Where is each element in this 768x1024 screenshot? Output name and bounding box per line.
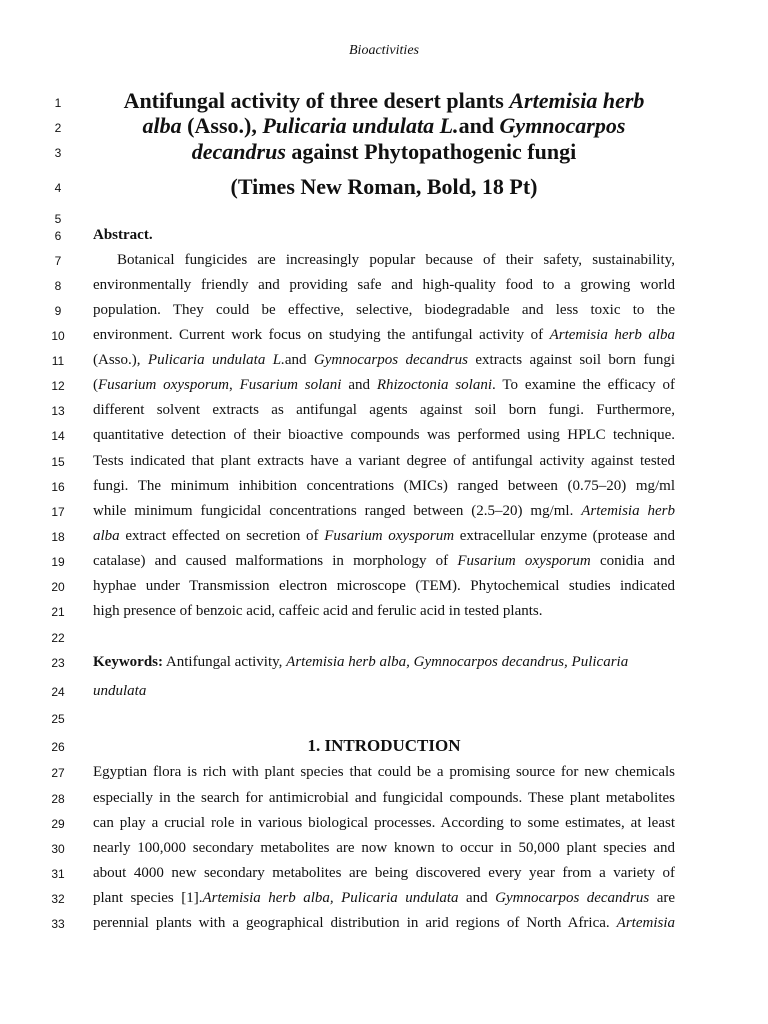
keywords-line	[93, 654, 675, 671]
line-number: 2	[54, 121, 62, 135]
text-run: conidia and	[590, 553, 675, 569]
abstract-line: Tests indicated that plant extracts have a variant degree of antifungal activity against tested	[93, 453, 675, 469]
text-run: (	[93, 377, 98, 393]
abstract-line: hyphae under Transmission electron microscope (TEM). Phytochemical studies indicated	[93, 578, 675, 594]
title-line	[93, 139, 675, 165]
abstract-line	[93, 377, 675, 394]
title-species: decandrus	[191, 139, 286, 164]
title-species: Pulicaria undulata L.	[262, 113, 459, 138]
line-number: 25	[51, 712, 65, 726]
title-species: alba	[142, 113, 182, 138]
species-name: Fusarium oxysporum	[98, 377, 230, 393]
title-text: and	[458, 113, 500, 138]
text-run: extracts against soil born fungi	[467, 352, 675, 368]
text-run: extract effected on secretion of	[119, 528, 325, 544]
body-line: about 4000 new secondary metabolites are being discovered every year from a variety of	[93, 865, 675, 881]
text-run: and	[284, 352, 314, 368]
abstract-line	[93, 528, 675, 545]
abstract-line: quantitative detection of their bioactive compounds was performed using HPLC technique.	[93, 427, 675, 443]
abstract-line: different solvent extracts as antifungal agents against soil born fungi. Furthermore,	[93, 402, 675, 418]
title-font-note: (Times New Roman, Bold, 18 Pt)	[230, 174, 538, 199]
line-number: 24	[51, 685, 65, 699]
abstract-line: high presence of benzoic acid, caffeic acid and ferulic acid in tested plants.	[93, 603, 543, 619]
line-number: 11	[51, 354, 65, 368]
line-number: 19	[51, 555, 65, 569]
line-number: 3	[54, 146, 62, 160]
line-number: 18	[51, 530, 65, 544]
line-number: 7	[54, 254, 62, 268]
species-name: Artemisia	[616, 915, 675, 931]
abstract-line	[93, 352, 675, 369]
line-number: 9	[54, 304, 62, 318]
line-number: 27	[51, 766, 65, 780]
text-run: (Asso.),	[93, 352, 148, 368]
body-line: nearly 100,000 secondary metabolites are now known to occur in 50,000 plant species and	[93, 840, 675, 856]
text-run: and	[458, 890, 496, 906]
text-run: ,	[229, 377, 240, 393]
species-name: Gymnocarpos decandrus	[313, 352, 468, 368]
title-text: against Phytopathogenic fungi	[285, 139, 577, 164]
line-number: 23	[51, 656, 65, 670]
line-number: 13	[51, 404, 65, 418]
line-number: 4	[54, 181, 62, 195]
abstract-line: environmentally friendly and providing safe and high-quality food to a growing world	[93, 277, 675, 293]
body-line	[93, 915, 675, 932]
section-heading: 1. INTRODUCTION	[307, 736, 461, 755]
line-number: 8	[54, 279, 62, 293]
species-name: Fusarium oxysporum	[457, 553, 591, 569]
text-run: catalase) and caused malformations in morphology of	[93, 553, 458, 569]
species-name: Pulicaria undulata	[341, 890, 459, 906]
species-name: Artemisia herb alba	[549, 327, 675, 343]
body-line	[93, 890, 675, 907]
body-line: Egyptian flora is rich with plant species that could be a promising source for new chemicals	[93, 764, 675, 780]
abstract-line: Botanical fungicides are increasingly popular because of their safety, sustainability,	[117, 252, 675, 268]
text-run: while minimum fungicidal concentrations ranged between (2.5–20) mg/ml.	[93, 503, 582, 519]
line-number: 1	[54, 96, 62, 110]
species-name: Artemisia herb alba	[202, 890, 330, 906]
title-text: Antifungal activity of three desert plants	[123, 88, 510, 113]
line-number: 22	[51, 631, 65, 645]
keywords-line: undulata	[93, 683, 147, 699]
text-run: extracellular enzyme (protease and	[454, 528, 675, 544]
line-number: 30	[51, 842, 65, 856]
text-run: and	[341, 377, 377, 393]
text-run: are	[649, 890, 675, 906]
text-run: . To examine the efficacy of	[492, 377, 675, 393]
title-line	[93, 113, 675, 139]
line-number: 15	[51, 455, 65, 469]
abstract-line: population. They could be effective, selective, biodegradable and less toxic to the	[93, 302, 675, 318]
keywords-label: Keywords:	[93, 654, 163, 670]
text-run: plant species [1].	[93, 890, 203, 906]
species-name: Rhizoctonia solani	[376, 377, 493, 393]
line-number: 14	[51, 429, 65, 443]
line-number: 21	[51, 605, 65, 619]
line-number: 32	[51, 892, 65, 906]
line-number: 26	[51, 740, 65, 754]
text-run: Antifungal activity,	[163, 654, 287, 670]
species-name: Gymnocarpos decandrus	[495, 890, 650, 906]
abstract-line	[93, 327, 675, 344]
text-run: ,	[329, 890, 342, 906]
abstract-line: fungi. The minimum inhibition concentrations (MICs) ranged between (0.75–20) mg/ml	[93, 478, 675, 494]
line-number: 10	[51, 329, 65, 343]
line-number: 17	[51, 505, 65, 519]
text-run: environment. Current work focus on studying the antifungal activity of	[93, 327, 550, 343]
title-species: Artemisia herb	[509, 88, 645, 113]
species-name: Fusarium solani	[239, 377, 342, 393]
abstract-line	[93, 503, 675, 520]
running-header: Bioactivities	[349, 43, 419, 58]
body-line: especially in the search for antimicrobial and fungicidal compounds. These plant metabolites	[93, 790, 675, 806]
line-number: 29	[51, 817, 65, 831]
species-name: alba	[93, 528, 120, 544]
line-number: 20	[51, 580, 65, 594]
species-name: Artemisia herb alba, Gymnocarpos decandrus, Pulicaria	[286, 654, 629, 670]
species-name: Pulicaria undulata L.	[147, 352, 285, 368]
line-number: 16	[51, 480, 65, 494]
body-line: can play a crucial role in various biological processes. According to some estimates, at least	[93, 815, 675, 831]
title-line	[93, 88, 675, 114]
title-text: (Asso.),	[181, 113, 263, 138]
line-number: 31	[51, 867, 65, 881]
line-number: 33	[51, 917, 65, 931]
species-name: Fusarium oxysporum	[324, 528, 455, 544]
line-number: 6	[54, 229, 62, 243]
abstract-label: Abstract.	[93, 227, 153, 243]
title-species: Gymnocarpos	[499, 113, 626, 138]
line-number: 5	[54, 212, 62, 226]
abstract-line	[93, 553, 675, 570]
species-name: Artemisia herb	[581, 503, 675, 519]
text-run: perennial plants with a geographical distribution in arid regions of North Africa.	[93, 915, 617, 931]
line-number: 12	[51, 379, 65, 393]
line-number: 28	[51, 792, 65, 806]
